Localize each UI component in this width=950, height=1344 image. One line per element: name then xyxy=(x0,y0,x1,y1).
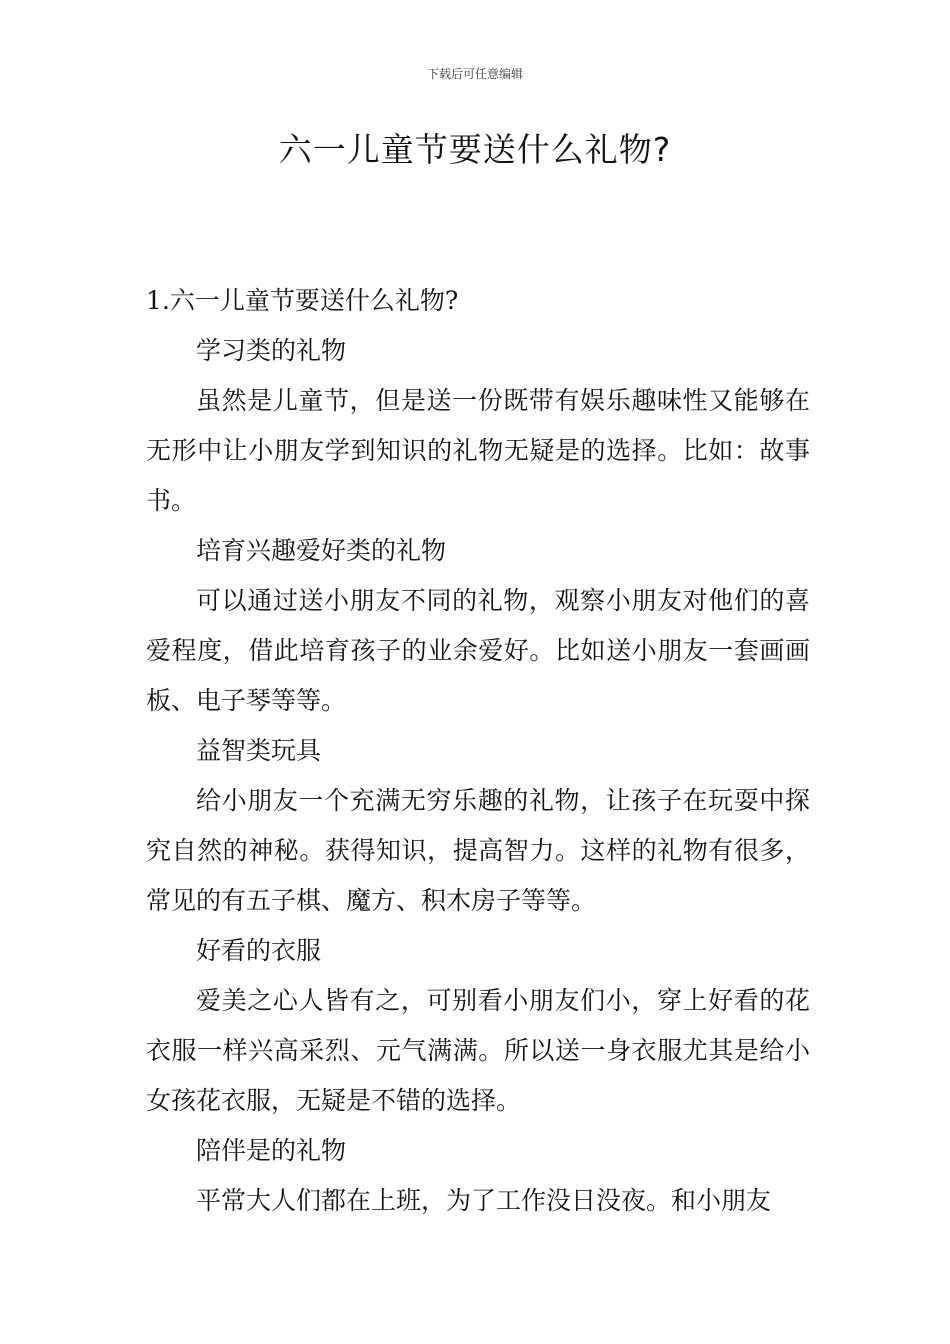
subheading-companionship: 陪伴是的礼物 xyxy=(196,1136,347,1165)
subheading-nice-clothes: 好看的衣服 xyxy=(196,936,322,965)
subheading-study-gifts: 学习类的礼物 xyxy=(196,336,347,365)
section-heading: 1.六一儿童节要送什么礼物? xyxy=(146,286,459,315)
document-title: 六一儿童节要送什么礼物? xyxy=(278,130,672,169)
paragraph-hobby-gifts: 可以通过送小朋友不同的礼物，观察小朋友对他们的喜爱程度，借此培育孩子的业余爱好。比如送小朋友一套画画板、电子琴等等。 xyxy=(146,586,810,715)
paragraph-puzzle-toys: 给小朋友一个充满无穷乐趣的礼物，让孩子在玩耍中探究自然的神秘。获得知识，提高智力。这样的礼物有很多，常见的有五子棋、魔方、积木房子等等。 xyxy=(146,786,810,915)
paragraph-study-gifts: 虽然是儿童节，但是送一份既带有娱乐趣味性又能够在无形中让小朋友学到知识的礼物无疑是的选择。比如：故事书。 xyxy=(146,386,810,515)
subheading-puzzle-toys: 益智类玩具 xyxy=(196,736,322,765)
document-body xyxy=(146,276,810,1226)
page-header: 下载后可任意编辑 xyxy=(426,67,523,81)
subheading-hobby-gifts: 培育兴趣爱好类的礼物 xyxy=(196,536,447,565)
paragraph-companionship: 平常大人们都在上班，为了工作没日没夜。和小朋友 xyxy=(196,1186,772,1215)
paragraph-nice-clothes: 爱美之心人皆有之，可别看小朋友们小，穿上好看的花衣服一样兴高采烈、元气满满。所以送一身衣服尤其是给小女孩花衣服，无疑是不错的选择。 xyxy=(146,986,810,1115)
